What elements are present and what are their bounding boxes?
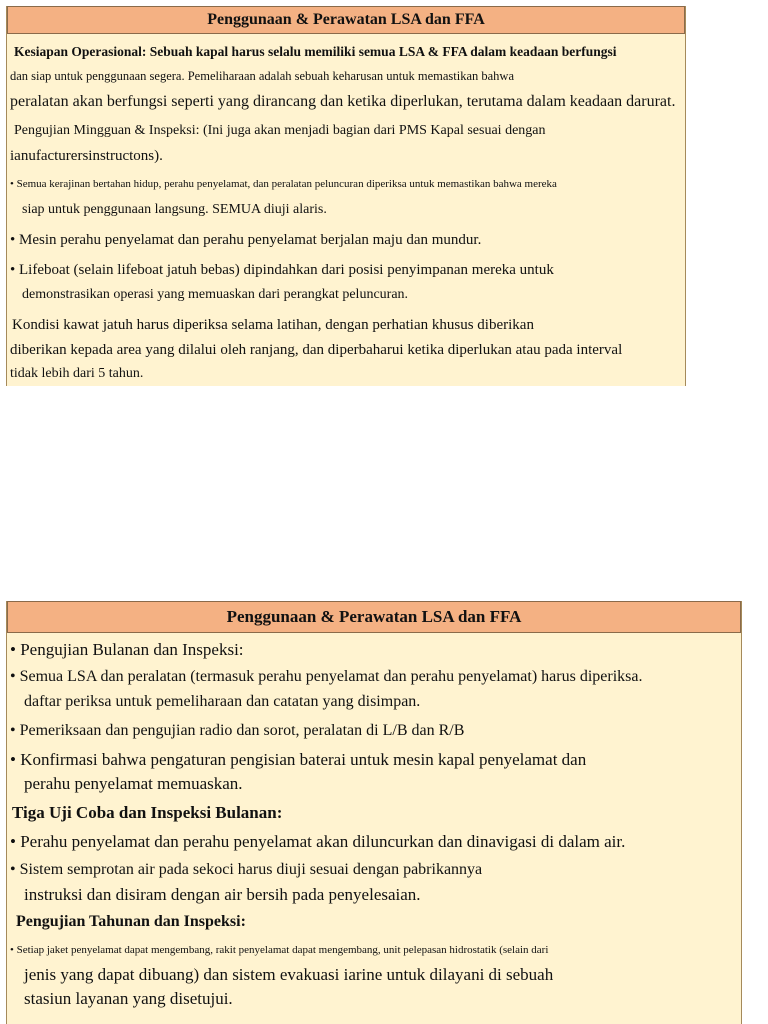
s1-line-5: ianufacturersinstructons). bbox=[10, 148, 163, 164]
s1-line-1: Kesiapan Operasional: Sebuah kapal harus selalu memiliki semua LSA & FFA dalam keadaan berfungsi bbox=[14, 44, 617, 59]
s1-line-12: diberikan kepada area yang dilalui oleh ranjang, dan diperbaharui ketika diperlukan atau pada interval bbox=[10, 342, 623, 358]
s2-line-10: instruksi dan disiram dengan air bersih pada penyelesaian. bbox=[24, 885, 421, 904]
s2-line-8: • Perahu penyelamat dan perahu penyelamat akan diluncurkan dan dinavigasi di dalam air. bbox=[10, 832, 626, 851]
s2-line-2: • Semua LSA dan peralatan (termasuk perahu penyelamat dan perahu penyelamat) harus diperiksa. bbox=[10, 668, 643, 685]
s1-line-4: Pengujian Mingguan & Inspeksi: (Ini juga akan menjadi bagian dari PMS Kapal sesuai dengan bbox=[14, 123, 546, 138]
slide-1-title: Penggunaan & Perawatan LSA dan FFA bbox=[7, 6, 685, 34]
s2-line-14: stasiun layanan yang disetujui. bbox=[24, 989, 233, 1008]
s1-line-8: • Mesin perahu penyelamat dan perahu penyelamat berjalan maju dan mundur. bbox=[10, 232, 482, 248]
s1-line-11: Kondisi kawat jatuh harus diperiksa selama latihan, dengan perhatian khusus diberikan bbox=[12, 317, 534, 333]
s1-line-9: • Lifeboat (selain lifeboat jatuh bebas) dipindahkan dari posisi penyimpanan mereka untuk bbox=[10, 262, 554, 278]
s2-line-9: • Sistem semprotan air pada sekoci harus diuji sesuai dengan pabrikannya bbox=[10, 861, 483, 878]
s2-line-13: jenis yang dapat dibuang) dan sistem evakuasi iarine untuk dilayani di sebuah bbox=[24, 965, 554, 984]
s2-line-6: perahu penyelamat memuaskan. bbox=[24, 774, 243, 793]
s2-line-12: • Setiap jaket penyelamat dapat mengembang, rakit penyelamat dapat mengembang, unit pelepasan hidrostatik (selain dari bbox=[10, 944, 549, 956]
s1-line-2: dan siap untuk penggunaan segera. Pemeliharaan adalah sebuah keharusan untuk memastikan bahwa bbox=[10, 69, 514, 83]
s1-line-7: siap untuk penggunaan langsung. SEMUA diuji alaris. bbox=[22, 202, 327, 217]
slide-2-title: Penggunaan & Perawatan LSA dan FFA bbox=[7, 601, 741, 633]
s1-line-6: • Semua kerajinan bertahan hidup, perahu penyelamat, dan peralatan peluncuran diperiksa untuk memastikan bahwa mereka bbox=[10, 178, 557, 190]
s2-line-1: • Pengujian Bulanan dan Inspeksi: bbox=[10, 640, 244, 659]
s2-line-4: • Pemeriksaan dan pengujian radio dan sorot, peralatan di L/B dan R/B bbox=[10, 722, 465, 739]
s2-line-5: • Konfirmasi bahwa pengaturan pengisian baterai untuk mesin kapal penyelamat dan bbox=[10, 750, 587, 769]
s1-line-3: peralatan akan berfungsi seperti yang dirancang dan ketika diperlukan, terutama dalam keadaan darurat. bbox=[10, 93, 676, 110]
s2-line-7: Tiga Uji Coba dan Inspeksi Bulanan: bbox=[12, 803, 283, 822]
s2-line-11: Pengujian Tahunan dan Inspeksi: bbox=[16, 913, 246, 930]
s2-line-3: daftar periksa untuk pemeliharaan dan catatan yang disimpan. bbox=[24, 693, 421, 710]
s1-line-13: tidak lebih dari 5 tahun. bbox=[10, 366, 144, 381]
s1-line-10: demonstrasikan operasi yang memuaskan dari perangkat peluncuran. bbox=[22, 287, 409, 302]
